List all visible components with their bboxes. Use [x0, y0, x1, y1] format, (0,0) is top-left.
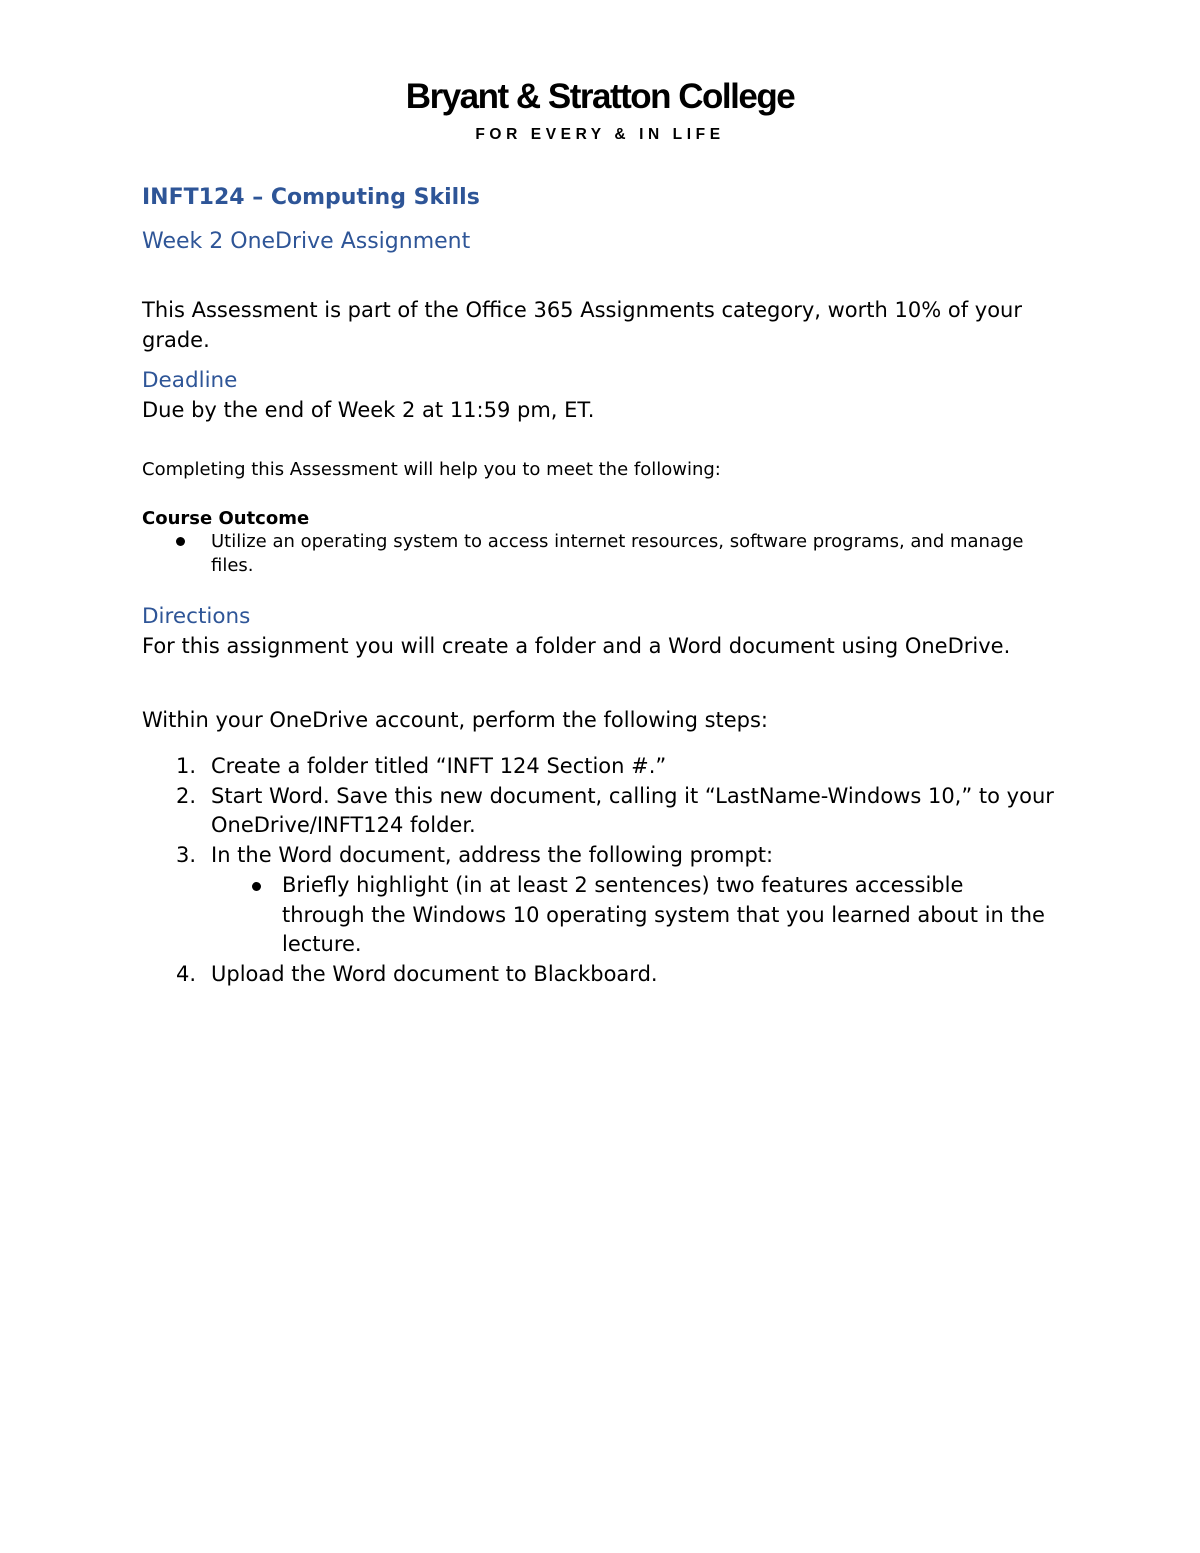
step-number: 1. [176, 754, 197, 778]
college-logo [0, 76, 1200, 118]
list-item [211, 871, 1052, 960]
sub-step-text: Briefly highlight (in at least 2 sentences) two features accessible through the Windows 10 operating system that you learned about in the lecture. [282, 872, 1045, 957]
college-name: Bryant & Stratton College [405, 77, 795, 116]
sub-list [211, 871, 1071, 960]
list-item [142, 960, 1071, 990]
sub-list-container [142, 871, 1071, 960]
intro-paragraph: This Assessment is part of the Office 365 Assignments category, worth 10% of your grade. [142, 298, 1022, 352]
list-item [142, 752, 1071, 782]
college-tagline: FOR EVERY & IN LIFE [475, 126, 725, 143]
course-outcome-list [142, 530, 1062, 578]
step-text: Upload the Word document to Blackboard. [211, 961, 658, 986]
document-subtitle: Week 2 OneDrive Assignment [142, 229, 471, 254]
course-outcome-heading: Course Outcome [142, 508, 310, 529]
step-number: 4. [176, 961, 197, 986]
deadline-heading: Deadline [142, 368, 238, 393]
step-text: In the Word document, address the following prompt: [211, 843, 774, 868]
directions-heading: Directions [142, 604, 251, 629]
bullet-icon [252, 882, 261, 891]
bullet-icon [176, 537, 185, 546]
step-text: Start Word. Save this new document, calling it “LastName-Windows 10,” to your OneDrive/INFT124 folder. [211, 783, 1054, 838]
step-text: Create a folder titled “INFT 124 Section #.” [211, 754, 667, 778]
list-item [142, 841, 1071, 871]
assessment-note: Completing this Assessment will help you to meet the following: [142, 459, 721, 480]
steps-list [142, 752, 1062, 990]
step-number: 3. [176, 843, 197, 868]
steps-intro: Within your OneDrive account, perform the following steps: [142, 708, 769, 732]
directions-text: For this assignment you will create a folder and a Word document using OneDrive. [142, 634, 1011, 658]
document-title: INFT124 – Computing Skills [142, 185, 480, 210]
list-item [142, 782, 1071, 841]
outcome-text: Utilize an operating system to access internet resources, software programs, and manage files. [211, 531, 1024, 576]
deadline-text: Due by the end of Week 2 at 11:59 pm, ET. [142, 398, 595, 422]
step-number: 2. [176, 783, 197, 808]
list-item [142, 530, 1031, 578]
